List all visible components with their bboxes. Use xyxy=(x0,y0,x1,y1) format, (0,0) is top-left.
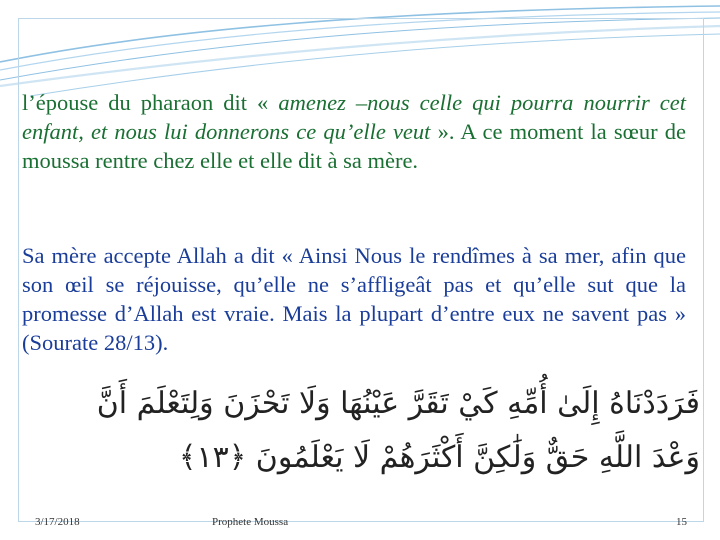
footer-page-number: 15 xyxy=(676,516,687,528)
p1-text-quote: amenez –nous celle qui pourra nourrir cet enfant, et nous lui donnerons ce qu’elle veut xyxy=(22,90,686,144)
arabic-verse-calligraphy xyxy=(96,378,700,488)
footer-title: Prophete Moussa xyxy=(212,516,289,528)
paragraph-verse-translation: Sa mère accepte Allah a dit « Ainsi Nous le rendîmes à sa mer, afin que son œil se réjouisse, qu’elle ne s’affligeât pas et qu’elle sut que la promesse d’Allah est vraie. Mais la plupart d’entre eux ne savent pas » (Sourate 28/13). xyxy=(22,243,686,355)
paragraph-narration xyxy=(22,88,686,175)
arabic-verse-line-1: فَرَدَدْنَاهُ إِلَىٰ أُمِّهِ كَيْ تَقَرَّ عَيْنُهَا وَلَا تَحْزَنَ وَلِتَعْلَمَ أَنَّ xyxy=(96,386,700,421)
p1-text-end: ». A ce moment la sœur de moussa rentre chez elle et elle dit à sa mère. xyxy=(22,119,686,173)
p1-text-start: l’épouse du pharaon dit « xyxy=(22,90,279,115)
footer-date: 3/17/2018 xyxy=(35,516,80,528)
arabic-verse-line-2: وَعْدَ اللَّهِ حَقٌّ وَلَٰكِنَّ أَكْثَرَهُمْ لَا يَعْلَمُونَ ﴿١٣﴾ xyxy=(178,440,700,475)
